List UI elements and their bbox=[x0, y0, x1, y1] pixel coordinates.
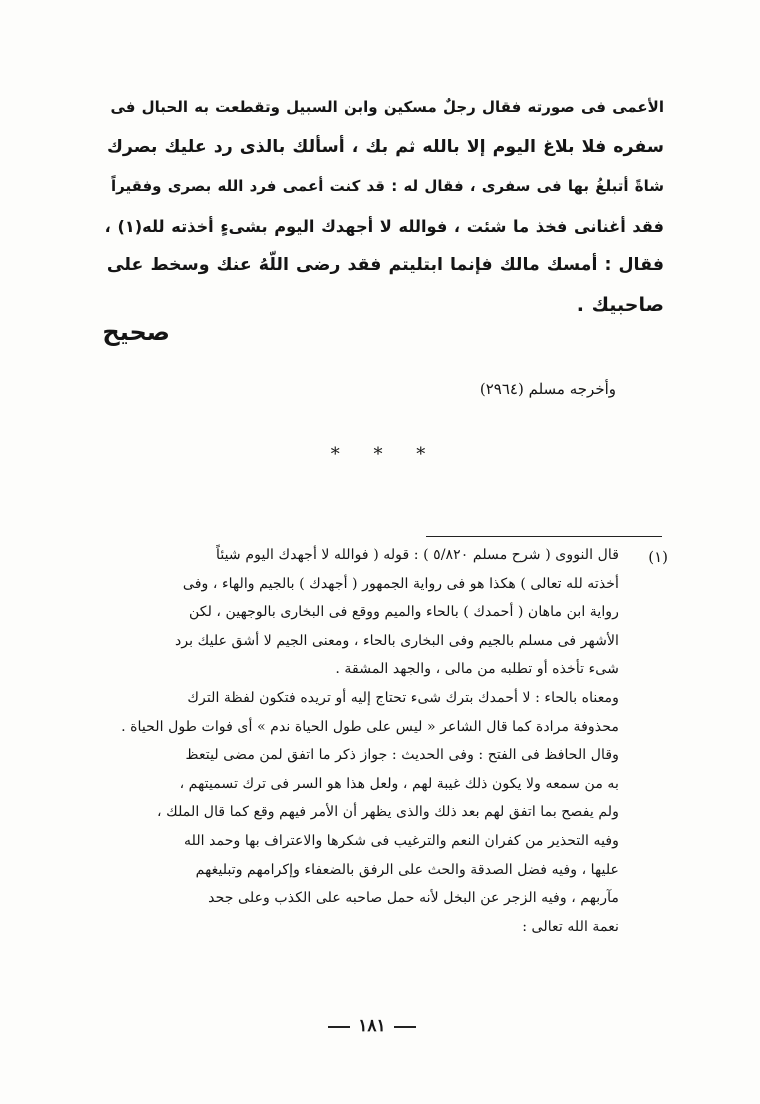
main-text-line: الأعمى فى صورته فقال رجلٌ مسكين وابن السبيل وتقطعت به الحبال فى bbox=[110, 98, 664, 116]
footnote-line: مآربهم ، وفيه الزجر عن البخل لأنه حمل صاحبه على الكذب وعلى جحد bbox=[208, 890, 619, 907]
hadith-grade: صحيح bbox=[102, 318, 170, 346]
main-text-line: سفره فلا بلاغ اليوم إلا بالله ثم بك ، أسألك بالذى رد عليك بصرك bbox=[106, 136, 664, 157]
dash-right bbox=[328, 1026, 350, 1028]
page-number bbox=[316, 1016, 428, 1036]
footnote-line: ومعناه بالحاء : لا أحمدك بترك شىء تحتاج إليه أو تريده فتكون لفظة الترك bbox=[187, 689, 619, 706]
footnote-line: به من سمعه ولا يكون ذلك غيبة لهم ، ولعل هذا هو السر فى ترك تسميتهم ، bbox=[179, 775, 619, 792]
source-reference: وأخرجه مسلم (٢٩٦٤) bbox=[479, 380, 616, 398]
page-number-value: ١٨١ bbox=[358, 1016, 386, 1036]
footnote-rule bbox=[426, 536, 662, 537]
footnote-line: وفيه التحذير من كفران النعم والترغيب فى شكرها والاعتراف بها وحمد الله bbox=[184, 832, 619, 849]
main-text bbox=[98, 88, 664, 325]
footnote-text bbox=[98, 541, 619, 941]
footnote-line: أخذته لله تعالى ) هكذا هو فى رواية الجمهور ( أجهدك ) بالجيم والهاء ، وفى bbox=[182, 575, 619, 592]
footnote-line: وقال الحافظ فى الفتح : وفى الحديث : جواز ذكر ما اتفق لمن مضى ليتعظ bbox=[185, 747, 619, 764]
footnote-line: الأشهر فى مسلم بالجيم وفى البخارى بالحاء ، ومعنى الجيم لا أشق عليك برد bbox=[175, 632, 619, 649]
section-separator: * * * bbox=[330, 444, 440, 465]
footnote-line: رواية ابن ماهان ( أحمدك ) بالحاء والميم ووقع فى البخارى بالوجهين ، لكن bbox=[188, 604, 619, 621]
footnote-line: شىء تأخذه أو تطلبه من مالى ، والجهد المشقة . bbox=[335, 661, 619, 678]
footnote-line: عليها ، وفيه فضل الصدقة والحث على الرفق بالضعفاء وإكرامهم وتبليغهم bbox=[195, 861, 619, 878]
dash-left bbox=[394, 1026, 416, 1028]
main-text-line: شاةً أتبلغُ بها فى سفرى ، فقال له : قد كنت أعمى فرد الله بصرى وفقيراً bbox=[110, 177, 664, 195]
footnote-line: نعمة الله تعالى : bbox=[522, 918, 619, 935]
main-text-line: صاحبيك . bbox=[576, 293, 664, 316]
footnote-line: قال النووى ( شرح مسلم ٥/٨٢٠ ) : قوله ( فوالله لا أجهدك اليوم شيئاً bbox=[216, 547, 619, 563]
footnote-number: (١) bbox=[648, 548, 668, 566]
footnote-line: ولم يفصح بما اتفق لهم بعد ذلك والذى يظهر أن الأمر فيهم وقع كما قال الملك ، bbox=[157, 804, 619, 821]
main-text-line: فقال : أمسك مالك فإنما ابتليتم فقد رضى اللّهُ عنك وسخط على bbox=[106, 255, 664, 275]
footnote-line: محذوفة مرادة كما قال الشاعر « ليس على طول الحياة ندم » أى فوات طول الحياة . bbox=[121, 718, 619, 735]
main-text-line: فقد أغنانى فخذ ما شئت ، فوالله لا أجهدك اليوم بشىءٍ أخذته لله(١) ، bbox=[104, 216, 664, 236]
